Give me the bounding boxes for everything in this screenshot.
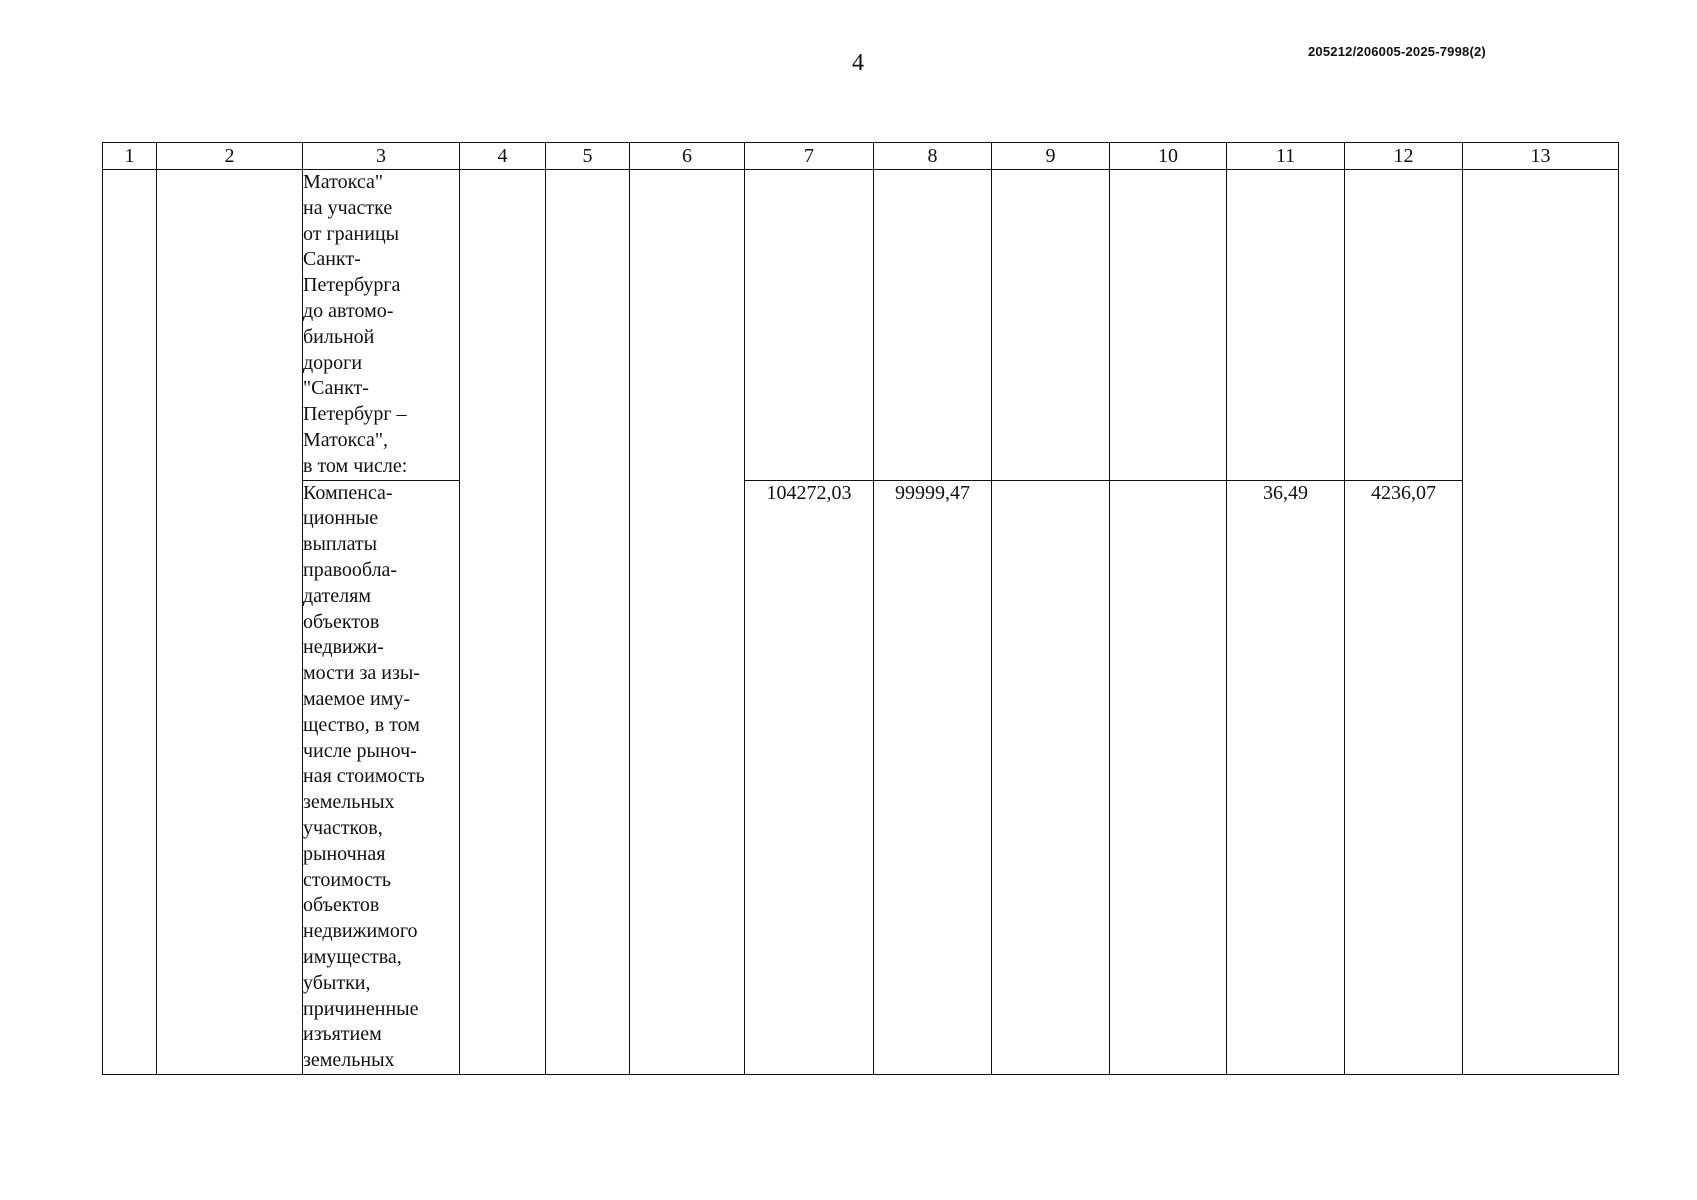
cell-col-7-value: 104272,03 [745,480,874,1074]
cell-col-6 [630,480,745,1074]
cell-col-8-value: 99999,47 [874,480,992,1074]
table-row [103,480,1619,1074]
description-line: рыночная [303,842,386,865]
description-line: от границы [303,222,400,245]
description-line: Петербурга [303,274,401,297]
cell-col-10 [1110,480,1227,1074]
cell-col-2 [157,480,303,1074]
cell-col-4 [460,480,546,1074]
column-header-11: 11 [1227,143,1345,170]
row-b-description [303,480,460,1074]
cell-col-1 [103,170,157,481]
description-line: Матокса" [303,171,383,193]
cell-col-8 [874,170,992,481]
column-header-1: 1 [103,143,157,170]
row-a-description [303,170,460,481]
cell-col-11 [1227,170,1345,481]
cell-col-12-value: 4236,07 [1345,480,1463,1074]
cell-col-2 [157,170,303,481]
description-line: мости за изы- [303,662,420,685]
cell-col-4 [460,170,546,481]
description-line: маемое иму- [303,687,411,710]
description-line: Матокса", [303,428,388,451]
description-line: объектов [303,610,380,633]
description-line: Санкт- [303,248,361,271]
description-line: объектов [303,894,380,917]
cell-col-11-value: 36,49 [1227,480,1345,1074]
cell-col-13 [1463,170,1619,481]
description-line: имущества, [303,945,402,968]
table-row [103,170,1619,481]
cell-col-12 [1345,170,1463,481]
description-line: Петербург – [303,403,407,426]
column-header-13: 13 [1463,143,1619,170]
document-code: 205212/206005-2025-7998(2) [1308,44,1486,59]
column-header-8: 8 [874,143,992,170]
column-number-row [103,143,1619,170]
column-header-3: 3 [303,143,460,170]
cell-col-6 [630,170,745,481]
description-line: изъятием [303,1023,382,1046]
description-line: недвижи- [303,636,384,659]
column-header-12: 12 [1345,143,1463,170]
cell-col-7 [745,170,874,481]
description-line: бильной [303,325,375,348]
description-line: в том числе: [303,454,408,477]
description-line: стоимость [303,868,391,891]
description-line: ционные [303,507,379,530]
description-line: до автомо- [303,299,394,322]
description-line: убытки, [303,971,371,994]
description-line: на участке [303,196,393,219]
description-line: Компенса- [303,481,393,504]
description-line: участков, [303,816,383,839]
cell-col-5 [546,170,630,481]
description-line: ная стоимость [303,765,425,788]
description-line: числе рыноч- [303,739,417,762]
column-header-7: 7 [745,143,874,170]
cell-col-10 [1110,170,1227,481]
description-line: щество, в том [303,713,420,736]
description-line: выплаты [303,533,378,556]
description-line: "Санкт- [303,377,369,400]
cell-col-1 [103,480,157,1074]
column-header-4: 4 [460,143,546,170]
description-line: причиненные [303,997,419,1020]
column-header-6: 6 [630,143,745,170]
column-header-2: 2 [157,143,303,170]
cell-col-13 [1463,480,1619,1074]
cell-col-9 [992,170,1110,481]
cell-col-5 [546,480,630,1074]
cell-col-9 [992,480,1110,1074]
estimate-table [102,142,1619,1075]
column-header-10: 10 [1110,143,1227,170]
description-line: правообла- [303,558,398,581]
column-header-5: 5 [546,143,630,170]
description-line: дателям [303,584,371,607]
description-line: земельных [303,1049,395,1072]
description-line: земельных [303,791,395,814]
column-header-9: 9 [992,143,1110,170]
description-line: недвижимого [303,920,418,943]
page-number: 4 [852,50,864,76]
description-line: дороги [303,351,363,374]
